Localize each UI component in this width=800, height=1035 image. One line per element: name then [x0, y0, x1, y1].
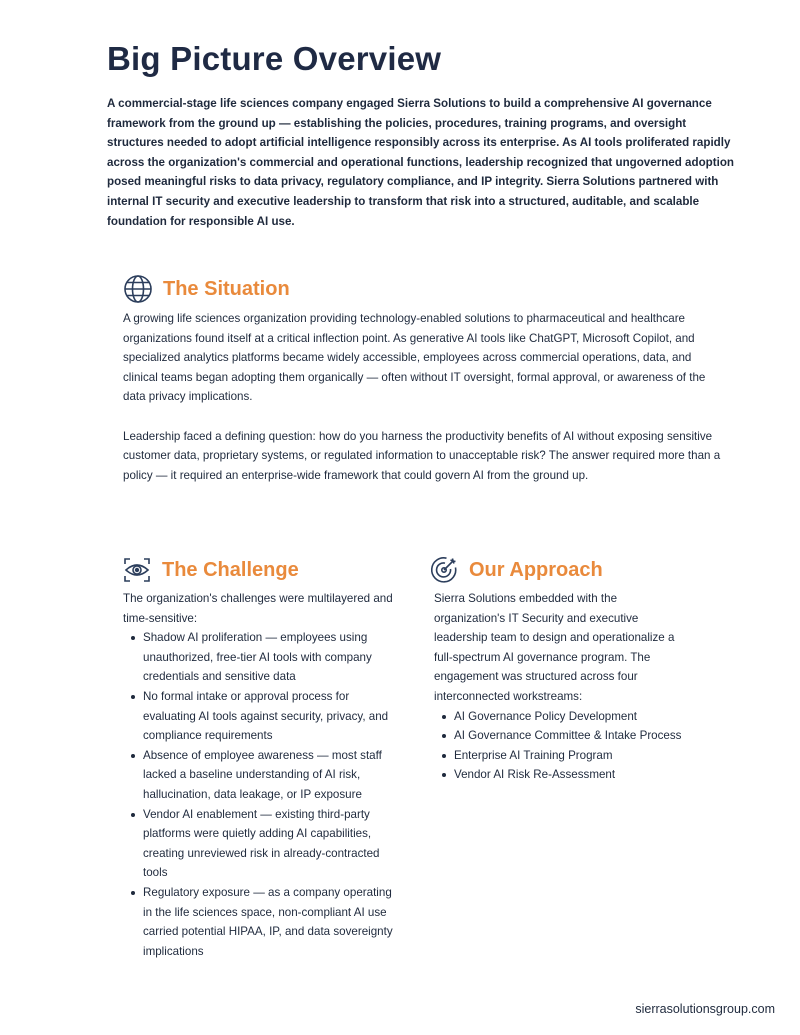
approach-intro: Sierra Solutions embedded with the organization's IT Security and executive leadership team to design and operationalize a full-spectrum AI governance program. The engagement was structured across four interconnected workstreams: — [434, 592, 675, 703]
list-item: AI Governance Policy Development — [454, 707, 690, 727]
list-item: AI Governance Committee & Intake Process — [454, 726, 690, 746]
situation-paragraph: A growing life sciences organization providing technology-enabled solutions to pharmaceutical and healthcare organizations found itself at a critical inflection point. As generative AI tools like ChatGPT, Microsoft Copilot, and specialized analytics platforms became widely accessible, employees across commercial operations, data, and clinical teams began adopting them organically — often without IT oversight, formal approval, or awareness of the data privacy implications. — [123, 312, 706, 404]
page-title: Big Picture Overview — [107, 40, 442, 77]
list-item: Vendor AI enablement — existing third-party platforms were quietly adding AI capabilities, creating unreviewed risk in already-contracted tools — [143, 805, 401, 883]
challenge-header — [122, 555, 299, 585]
list-item: Vendor AI Risk Re-Assessment — [454, 765, 690, 785]
list-item: Shadow AI proliferation — employees using unauthorized, free-tier AI tools with company credentials and sensitive data — [143, 628, 401, 687]
globe-icon — [123, 274, 153, 304]
situation-paragraph: Leadership faced a defining question: how do you harness the productivity benefits of AI without exposing sensitive customer data, proprietary systems, or regulated information to unacceptable risk? The answer required more than a policy — it required an enterprise-wide framework that could govern AI from the ground up. — [123, 429, 721, 482]
approach-list — [434, 707, 690, 785]
footer-website: sierrasolutionsgroup.com — [635, 1002, 775, 1016]
list-item: Regulatory exposure — as a company operating in the life sciences space, non-compliant AI use carried potential HIPAA, IP, and data sovereignty implications — [143, 883, 401, 961]
situation-header — [123, 274, 290, 304]
list-item: No formal intake or approval process for evaluating AI tools against security, privacy, and compliance requirements — [143, 687, 401, 746]
challenge-list — [123, 628, 401, 961]
approach-header — [429, 555, 603, 585]
situation-heading: The Situation — [163, 277, 290, 300]
list-item: Absence of employee awareness — most staff lacked a baseline understanding of AI risk, hallucination, data leakage, or IP exposure — [143, 746, 401, 805]
eye-scan-icon — [122, 555, 152, 585]
intro-paragraph: A commercial-stage life sciences company engaged Sierra Solutions to build a comprehensive AI governance framework from the ground up — establishing the policies, procedures, training programs, and oversight structures needed to adopt artificial intelligence responsibly across its enterprise. As AI tools proliferated rapidly across the organization's commercial and operational functions, leadership recognized that ungoverned adoption posed meaningful risks to data privacy, regulatory compliance, and IP integrity. Sierra Solutions partnered with internal IT security and executive leadership to transform that risk into a structured, auditable, and scalable foundation for responsible AI use. — [107, 97, 734, 228]
situation-body — [123, 309, 723, 485]
list-item: Enterprise AI Training Program — [454, 746, 690, 766]
target-icon — [429, 555, 459, 585]
challenge-body — [123, 589, 401, 961]
challenge-heading: The Challenge — [162, 558, 299, 581]
approach-body — [434, 589, 690, 785]
approach-heading: Our Approach — [469, 558, 603, 581]
challenge-intro: The organization's challenges were multilayered and time-sensitive: — [123, 592, 393, 625]
